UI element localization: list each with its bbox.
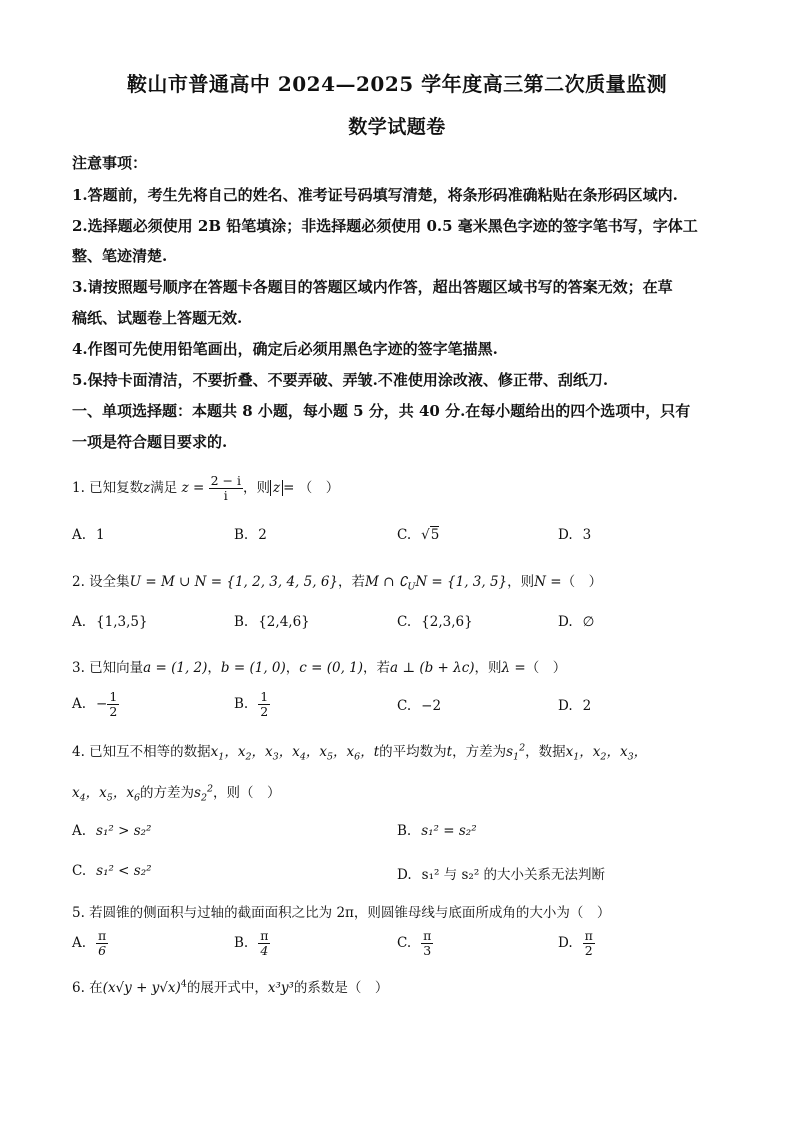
notice-item: 2.选择题必须使用 2B 铅笔填涂；非选择题必须使用 0.5 毫米黑色字迹的签字笔书写，字体工 — [72, 217, 698, 235]
q4-option-c[interactable]: C. s₁² < s₂² — [72, 863, 152, 879]
q2-option-b[interactable]: B. {2,4,6} — [234, 614, 310, 630]
notice-item: 4.作图可先使用铅笔画出，确定后必须用黑色字迹的签字笔描黑. — [72, 340, 498, 358]
notice-item: 5.保持卡面清洁，不要折叠、不要弄破、弄皱.不准使用涂改液、修正带、刮纸刀. — [72, 371, 609, 389]
q1-abs: z — [270, 480, 283, 496]
question-5: 5. 若圆锥的侧面积与过轴的截面面积之比为 2π，则圆锥母线与底面所成角的大小为（ ） — [72, 905, 611, 921]
q2-option-c[interactable]: C. {2,3,6} — [397, 614, 473, 630]
question-2: 2. 设全集U = M ∪ N = {1, 2, 3, 4, 5, 6}，若M ∩ $∁_UN = \{1$, 3, 5}，则N =（ ） — [72, 574, 603, 593]
q1-option-c[interactable]: C. √5 — [397, 527, 440, 543]
q4-option-d[interactable]: D. s₁² 与 s₂² 的大小关系无法判断 — [397, 867, 606, 883]
q1-option-a[interactable]: A. 1 — [72, 527, 105, 543]
notice-item: 整、笔迹清楚. — [72, 247, 168, 265]
q5-option-c[interactable]: C. $\frac{\pi}{3}$ — [397, 928, 432, 958]
question-6: 6. 在$(x√y + y√x)^4$的展开式中，x³y³的系数是（ ） — [72, 978, 389, 996]
question-1: 1. 已知复数z满足 z = $\frac{2 - i}{i}$ ，则 z = （ ） — [72, 473, 340, 503]
q5-option-d[interactable]: D. $\frac{\pi}{2}$ — [558, 928, 593, 958]
q4-option-b[interactable]: B. s₁² = s₂² — [397, 823, 477, 839]
q1-option-b[interactable]: B. 2 — [234, 527, 267, 543]
notice-item: 3.请按照题号顺序在答题卡各题目的答题区域内作答，超出答题区域书写的答案无效；在草 — [72, 278, 673, 296]
q1-option-d[interactable]: D. 3 — [558, 527, 592, 543]
q5-option-b[interactable]: B. $\frac{\pi}{4}$ — [234, 928, 269, 958]
q1-fraction: $\frac{2 - i}{i}$ — [210, 473, 241, 503]
q3-option-c[interactable]: C. −2 — [397, 698, 442, 714]
question-4-line2: $x_4$，$x_5$，$x_6$的方差为$s_2^2$，则（ ） — [72, 783, 281, 804]
q3-option-d[interactable]: D. 2 — [558, 698, 592, 714]
section-heading: 一、单项选择题：本题共 8 小题，每小题 5 分，共 40 分.在每小题给出的四个选项中，只有 — [72, 402, 691, 420]
question-3: 3. 已知向量a = (1, 2)，b = (1, 0)，c = (0, 1)，若a ⊥ (b + λc)，则λ =（ ） — [72, 660, 567, 676]
q3-option-a[interactable]: A. − $\frac{1}{2}$ — [72, 689, 118, 719]
q4-option-a[interactable]: A. s₁² > s₂² — [72, 823, 152, 839]
q2-option-a[interactable]: A. {1,3,5} — [72, 614, 148, 630]
notice-heading: 注意事项： — [72, 154, 148, 172]
q5-option-a[interactable]: A. $\frac{\pi}{6}$ — [72, 928, 107, 958]
q3-option-b[interactable]: B. $\frac{1}{2}$ — [234, 689, 269, 719]
notice-item: 1.答题前，考生先将自己的姓名、准考证号码填写清楚，将条形码准确粘贴在条形码区域内. — [72, 186, 678, 204]
page-title: 鞍山市普通高中 2024—2025 学年度高三第二次质量监测 — [126, 72, 668, 96]
question-4-line1: 4. 已知互不相等的数据$x_1$，$x_2$，$x_3$，$x_4$，$x_5$，$x_6$，t的平均数为t，方差为$s_1^2$，数据$x_1$，$x_2$，$x_3$， — [72, 742, 648, 763]
section-heading-cont: 一项是符合题目要求的. — [72, 433, 228, 451]
page-subtitle: 数学试题卷 — [348, 116, 446, 138]
q2-option-d[interactable]: D. ∅ — [558, 614, 595, 630]
notice-item: 稿纸、试题卷上答题无效. — [72, 309, 243, 327]
